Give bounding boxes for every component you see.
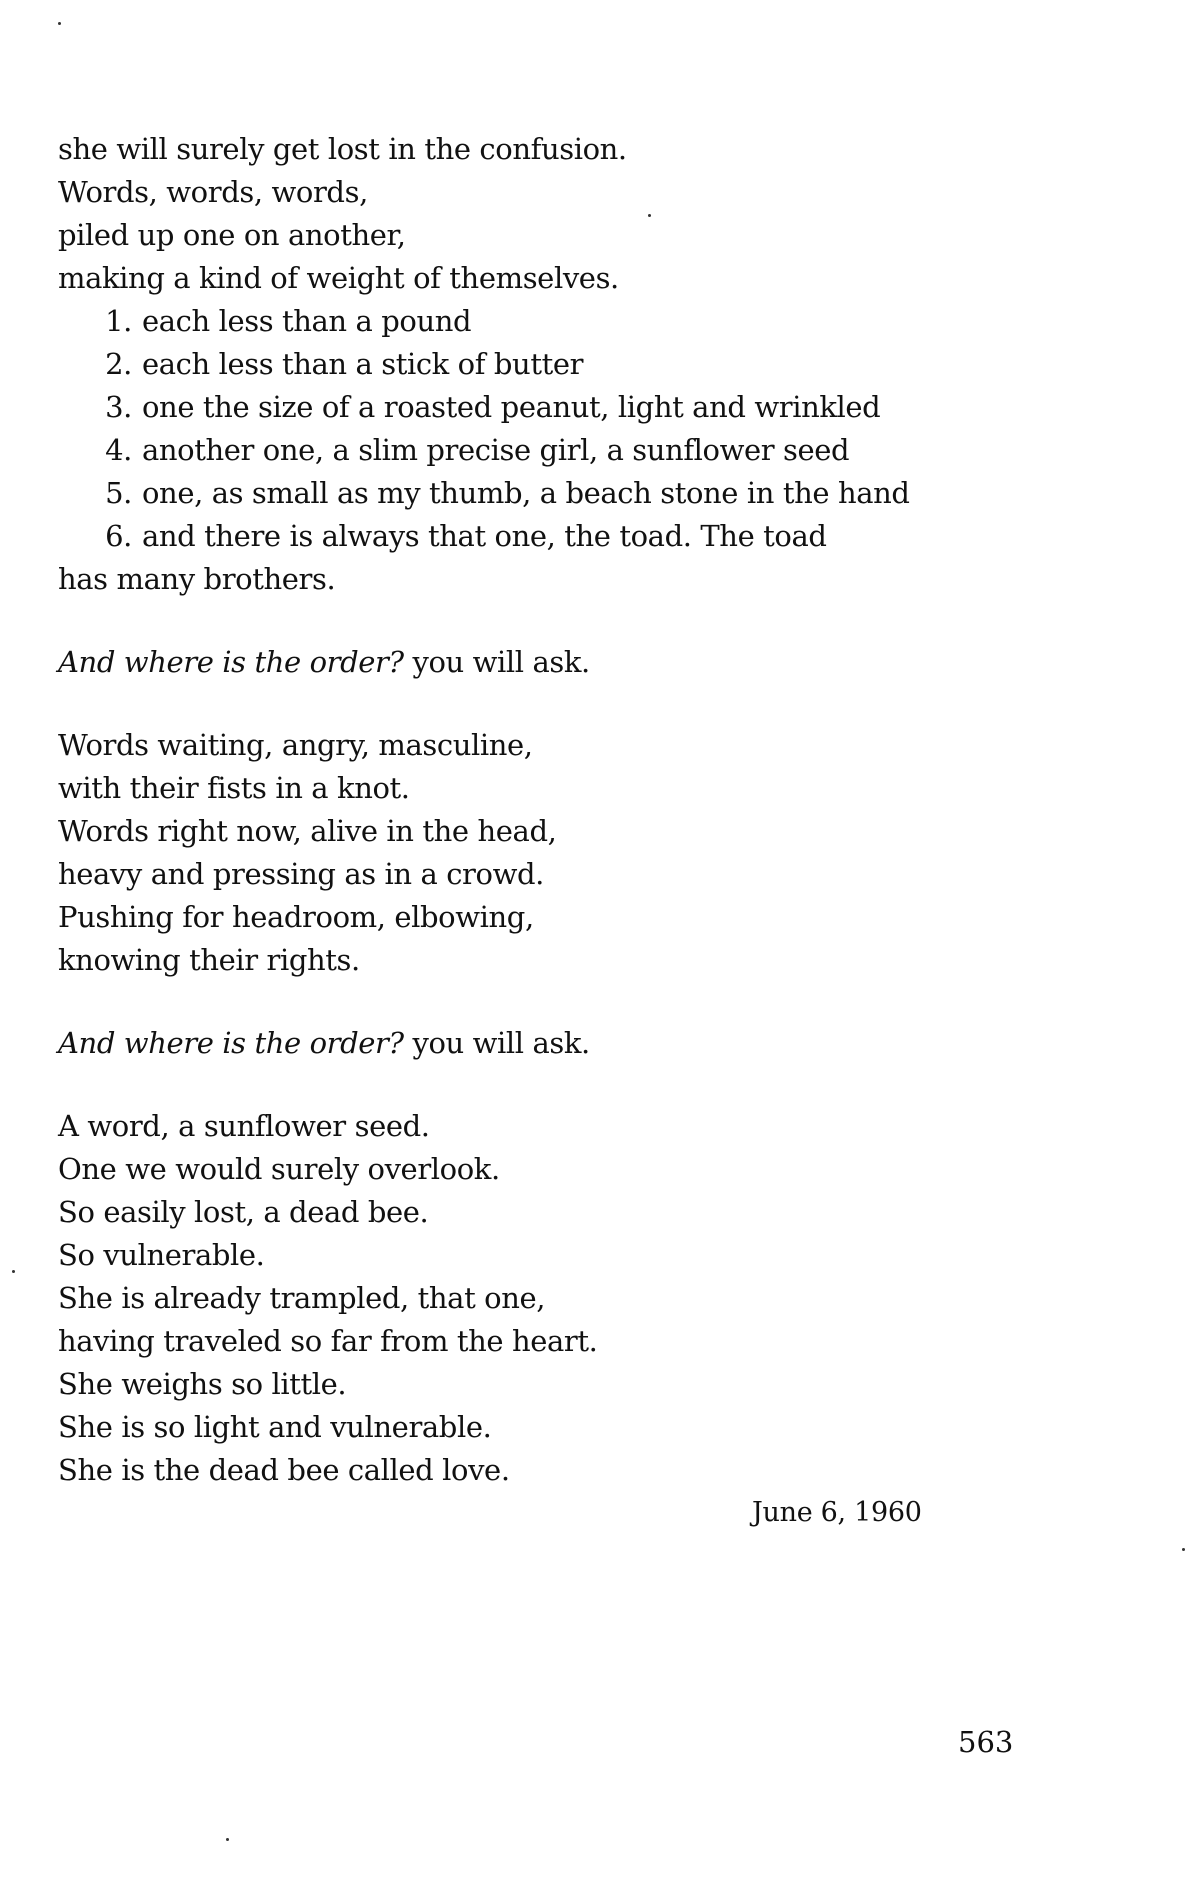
poem-line: She weighs so little. (58, 1367, 347, 1401)
poem-line: So vulnerable. (58, 1238, 265, 1272)
list-number: 1. (105, 304, 132, 338)
poem-line: A word, a sunflower seed. (58, 1109, 430, 1143)
poem-date: June 6, 1960 (752, 1497, 922, 1528)
poem-line: having traveled so far from the heart. (58, 1324, 598, 1358)
list-text: one the size of a roasted peanut, light and wrinkled (142, 390, 881, 424)
poem-line: Words right now, alive in the head, (58, 814, 557, 848)
poem-line: So easily lost, a dead bee. (58, 1195, 429, 1229)
scan-speck (12, 1270, 15, 1273)
numbered-list (58, 300, 958, 558)
scan-speck (1182, 1548, 1185, 1551)
list-number: 2. (105, 347, 132, 381)
poem-line: knowing their rights. (58, 943, 360, 977)
poem-line: with their fists in a knot. (58, 771, 410, 805)
stanza-gap (58, 684, 958, 724)
poem-line: She is so light and vulnerable. (58, 1410, 492, 1444)
list-text: each less than a stick of butter (142, 347, 584, 381)
refrain-line (58, 1022, 958, 1065)
list-number: 6. (105, 519, 132, 553)
poem-body (58, 128, 958, 1492)
stanza-gap (58, 601, 958, 641)
stanza-gap (58, 982, 958, 1022)
poem-line: She is the dead bee called love. (58, 1453, 510, 1487)
poem-line: Pushing for headroom, elbowing, (58, 900, 534, 934)
poem-line: She is already trampled, that one, (58, 1281, 546, 1315)
scan-speck (58, 22, 61, 25)
refrain-line (58, 641, 958, 684)
page-number: 563 (958, 1725, 1014, 1759)
list-item (58, 343, 958, 386)
poem-line: Words waiting, angry, masculine, (58, 728, 533, 762)
list-text: each less than a pound (142, 304, 472, 338)
poem-line: One we would surely overlook. (58, 1152, 500, 1186)
list-text: another one, a slim precise girl, a sunflower seed (142, 433, 850, 467)
refrain-tail: you will ask. (403, 1026, 590, 1060)
refrain-tail: you will ask. (403, 645, 590, 679)
scan-speck (226, 1838, 229, 1841)
poem-line: she will surely get lost in the confusion. (58, 132, 627, 166)
list-item (58, 515, 958, 558)
stanza-three (58, 1105, 958, 1492)
poem-line: piled up one on another, (58, 218, 406, 252)
list-number: 5. (105, 476, 132, 510)
stanza-one (58, 128, 958, 601)
stanza-gap (58, 1065, 958, 1105)
poem-line: heavy and pressing as in a crowd. (58, 857, 544, 891)
refrain-question: And where is the order? (58, 645, 404, 679)
list-item (58, 386, 958, 429)
list-number: 3. (105, 390, 132, 424)
list-text: and there is always that one, the toad. The toad (142, 519, 827, 553)
scan-speck (648, 214, 651, 217)
list-item (58, 472, 958, 515)
list-text: one, as small as my thumb, a beach stone in the hand (142, 476, 910, 510)
stanza-two (58, 724, 958, 982)
list-item (58, 429, 958, 472)
poem-line: making a kind of weight of themselves. (58, 261, 619, 295)
list-number: 4. (105, 433, 132, 467)
poem-line: has many brothers. (58, 562, 336, 596)
refrain-question: And where is the order? (58, 1026, 404, 1060)
list-item (58, 300, 958, 343)
poem-line: Words, words, words, (58, 175, 368, 209)
